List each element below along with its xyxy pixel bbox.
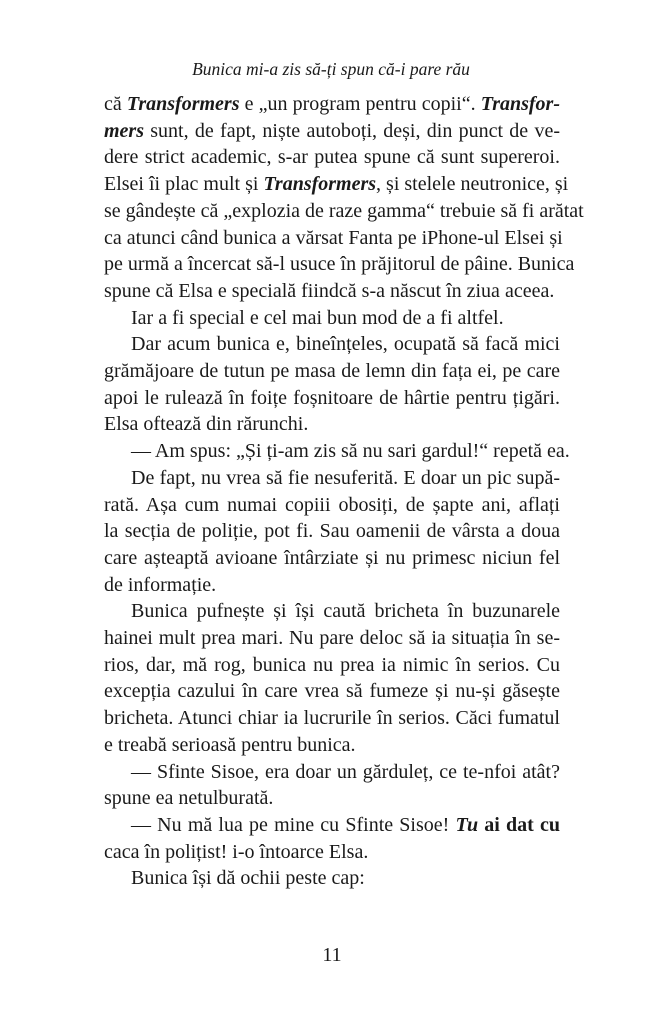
text-line xyxy=(104,278,560,305)
text-line xyxy=(104,358,560,385)
text-line xyxy=(104,678,560,705)
text-line xyxy=(104,652,560,679)
text-line xyxy=(104,144,560,171)
text-run: se gândește că „explozia de raze gamma“ trebuie să fi arătat xyxy=(104,199,584,222)
text-line xyxy=(104,305,560,332)
text-run: Elsei îi plac mult și xyxy=(104,173,264,196)
text-run: Bunica își dă ochii peste cap: xyxy=(131,867,365,890)
text-run: bricheta. Atunci chiar ia lucrurile în serios. Căci fumatul xyxy=(104,707,560,730)
text-line xyxy=(104,225,563,252)
text-run: De fapt, nu vrea să fie nesuferită. E doar un pic supă- xyxy=(131,466,560,489)
running-head: Bunica mi-a zis să-ți spun că-i pare rău xyxy=(192,59,470,79)
text-run: spune ea netulburată. xyxy=(104,787,274,810)
emphasis-text: Transformers xyxy=(126,93,240,115)
text-run: — Sfinte Sisoe, era doar un gărduleț, ce te-nfoi atât? xyxy=(131,760,560,783)
emphasis-text: Transformers xyxy=(263,173,377,196)
text-line xyxy=(104,785,560,812)
page-number: 11 xyxy=(322,944,342,966)
text-run: că xyxy=(104,93,127,115)
text-line xyxy=(104,118,560,145)
text-line xyxy=(104,251,575,278)
text-line xyxy=(104,545,560,572)
text-line xyxy=(104,865,560,892)
text-run: grămăjoare de tutun pe masa de lemn din fața ei, pe care xyxy=(104,360,560,383)
text-run: — Am spus: „Și ți-am zis să nu sari gardul!“ repetă ea. xyxy=(131,440,570,463)
text-run: Dar acum bunica e, bineînțeles, ocupată să facă mici xyxy=(131,333,560,356)
emphasis-text: Tu xyxy=(455,813,479,836)
text-run: de informație. xyxy=(104,573,217,596)
text-line xyxy=(104,598,560,625)
text-run: hainei mult prea mari. Nu pare deloc să ia situația în se- xyxy=(104,627,560,650)
emphasis-text: Transfor- xyxy=(480,93,560,115)
text-line xyxy=(104,625,560,652)
text-run: apoi le rulează în foițe foșnitoare de hârtie pentru țigări. xyxy=(104,386,560,409)
text-run: — Nu mă lua pe mine cu Sfinte Sisoe! xyxy=(131,813,456,836)
text-run: ca atunci când bunica a vărsat Fanta pe iPhone-ul Elsei și xyxy=(104,226,563,249)
text-line xyxy=(104,171,569,198)
text-run: Bunica pufnește și își caută bricheta în buzunarele xyxy=(131,600,560,623)
text-run: la secția de poliție, pot fi. Sau oamenii de vârsta a doua xyxy=(104,520,560,543)
text-line xyxy=(104,465,560,492)
text-line xyxy=(104,411,560,438)
text-line xyxy=(104,732,560,759)
text-line xyxy=(104,759,560,786)
body-text xyxy=(104,91,584,892)
text-run: care așteaptă avioane întârziate și nu primesc niciun fel xyxy=(104,546,560,569)
text-line xyxy=(104,492,560,519)
text-line xyxy=(104,198,584,225)
text-run: dere strict academic, s-ar putea spune că sunt supereroi. xyxy=(104,146,560,169)
text-run: Elsa oftează din rărunchi. xyxy=(104,413,309,436)
text-line xyxy=(104,518,560,545)
text-run: sunt, de fapt, niște autoboți, deși, din punct de ve- xyxy=(144,119,560,142)
emphasis-text: mers xyxy=(104,119,144,142)
text-run: rios, dar, mă rog, bunica nu prea ia nimic în serios. Cu xyxy=(104,653,560,676)
text-line xyxy=(104,839,560,866)
text-run: caca în polițist! i-o întoarce Elsa. xyxy=(104,840,369,863)
text-line xyxy=(104,705,560,732)
text-run: spune că Elsa e specială fiindcă s-a născut în ziua aceea. xyxy=(104,279,555,302)
text-run: e „un program pentru copii“. xyxy=(239,93,481,115)
text-line xyxy=(104,385,560,412)
text-run: pe urmă a încercat să-l usuce în prăjitorul de pâine. Bunica xyxy=(104,253,575,276)
text-line xyxy=(104,91,560,118)
emphasis-text: ai dat cu xyxy=(478,813,561,836)
text-run: e treabă serioasă pentru bunica. xyxy=(104,733,356,756)
text-run: excepția cazului în care vrea să fumeze și nu-și găsește xyxy=(104,680,560,703)
text-run: rată. Așa cum numai copiii obosiți, de șapte ani, aflați xyxy=(104,493,560,516)
text-line xyxy=(104,438,570,465)
text-line xyxy=(104,812,560,839)
text-run: Iar a fi special e cel mai bun mod de a fi altfel. xyxy=(131,306,504,329)
text-run: , și stelele neutronice, și xyxy=(376,173,569,196)
text-line xyxy=(104,331,560,358)
text-line xyxy=(104,572,560,599)
